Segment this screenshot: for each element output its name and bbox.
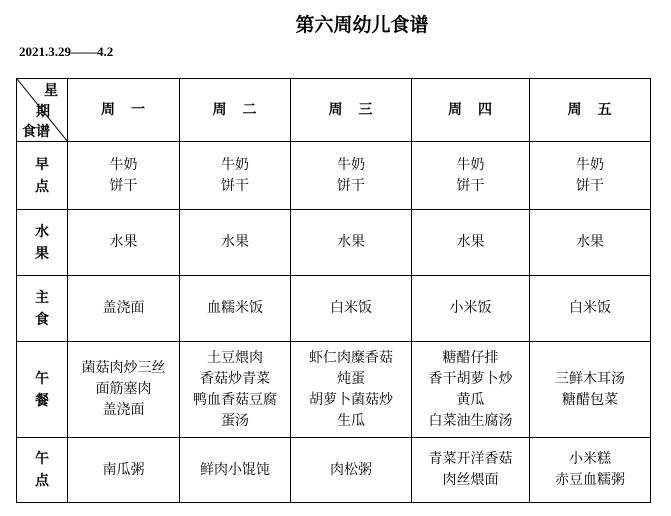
menu-cell [68, 142, 180, 210]
menu-cell [412, 342, 530, 438]
menu-item-text: 青菜开洋香菇 [428, 451, 513, 467]
menu-item-text: 水果 [337, 234, 365, 250]
day-header-mon: 周 一 [68, 79, 180, 142]
menu-cell [412, 142, 530, 210]
menu-cell [291, 342, 412, 438]
menu-cell [530, 342, 651, 438]
menu-item-text: 牛奶 [456, 156, 485, 173]
row-label: 午点 [17, 438, 68, 503]
menu-item-text: 香菇炒青菜 [200, 370, 270, 387]
corner-header-cell [17, 79, 68, 142]
menu-item-text: 土豆煨肉 [207, 349, 263, 366]
menu-item-text: 香干胡萝卜炒 [428, 370, 513, 387]
menu-item-text: 白菜油生腐汤 [428, 412, 513, 429]
menu-item-text: 饼干 [109, 177, 138, 194]
menu-item-text: 盖浇面 [102, 402, 145, 418]
menu-item-text: 三鲜木耳汤 [555, 370, 625, 387]
menu-item-text: 水果 [109, 234, 138, 250]
row-label: 午餐 [17, 342, 68, 438]
menu-cell [291, 276, 412, 342]
menu-item-text: 鲜肉小馄饨 [200, 461, 270, 478]
menu-cell [412, 210, 530, 276]
row-label: 主食 [17, 276, 68, 342]
menu-cell [291, 142, 412, 210]
menu-item-text: 饼干 [576, 177, 604, 194]
menu-cell [412, 276, 530, 342]
date-range: 2021.3.29——4.2 [19, 44, 114, 59]
menu-item-text: 小米糕 [569, 451, 611, 467]
menu-cell [180, 142, 291, 210]
menu-cell [530, 142, 651, 210]
table-row [17, 342, 651, 438]
menu-item-text: 胡萝卜菌菇炒 [309, 391, 393, 408]
menu-item-text: 盖浇面 [102, 300, 145, 316]
menu-cell [530, 438, 651, 503]
menu-cell [68, 342, 180, 438]
table-row [17, 276, 651, 342]
menu-item-text: 血糯米饭 [207, 300, 263, 316]
row-label: 早点 [17, 142, 68, 210]
menu-item-text: 水果 [221, 234, 249, 250]
header-row [17, 79, 651, 142]
menu-cell [68, 210, 180, 276]
table-row [17, 210, 651, 276]
menu-item-text: 牛奶 [576, 156, 604, 173]
menu-cell [180, 210, 291, 276]
menu-item-text: 黄瓜 [456, 391, 485, 408]
menu-item-text: 菌菇肉炒三丝 [81, 360, 166, 376]
menu-item-text: 肉松粥 [330, 461, 372, 478]
menu-item-text: 鸭血香菇豆腐 [193, 391, 277, 408]
menu-item-text: 牛奶 [109, 156, 138, 173]
menu-item-text: 肉丝煨面 [442, 472, 499, 488]
menu-item-text: 饼干 [221, 177, 249, 194]
menu-cell [530, 210, 651, 276]
menu-item-text: 赤豆血糯粥 [555, 472, 625, 488]
table-row [17, 438, 651, 503]
menu-cell [68, 276, 180, 342]
menu-cell [180, 276, 291, 342]
menu-cell [68, 438, 180, 503]
menu-cell [180, 342, 291, 438]
menu-item-text: 糖醋仔排 [442, 349, 499, 366]
menu-cell [530, 276, 651, 342]
menu-item-text: 白米饭 [330, 300, 372, 316]
menu-cell [291, 210, 412, 276]
day-header-fri: 周 五 [530, 79, 651, 142]
day-header-wed: 周 三 [291, 79, 412, 142]
corner-label-top: 星 [44, 83, 58, 99]
table-row [17, 142, 651, 210]
menu-item-text: 生瓜 [337, 412, 365, 429]
menu-item-text: 炖蛋 [337, 370, 365, 387]
menu-item-text: 牛奶 [337, 156, 365, 173]
menu-item-text: 虾仁肉糜香菇 [309, 349, 393, 366]
menu-item-text: 南瓜粥 [102, 461, 145, 478]
menu-item-text: 水果 [576, 234, 604, 250]
menu-cell [412, 438, 530, 503]
menu-item-text: 白米饭 [569, 300, 611, 316]
row-label: 水果 [17, 210, 68, 276]
menu-item-text: 饼干 [337, 177, 365, 194]
menu-cell [180, 438, 291, 503]
menu-item-text: 水果 [456, 234, 485, 250]
day-header-thu: 周 四 [412, 79, 530, 142]
menu-item-text: 面筋塞肉 [95, 381, 152, 397]
menu-cell [291, 438, 412, 503]
corner-label-mid: 期 [36, 104, 50, 120]
menu-table [16, 78, 651, 503]
corner-label-bottom: 食谱 [22, 124, 50, 140]
page-title: 第六周幼儿食谱 [295, 14, 429, 36]
menu-item-text: 饼干 [456, 177, 485, 194]
day-header-tue: 周 二 [180, 79, 291, 142]
menu-item-text: 小米饭 [449, 300, 492, 316]
menu-item-text: 蛋汤 [221, 412, 249, 429]
menu-item-text: 牛奶 [221, 156, 249, 173]
menu-item-text: 糖醋包菜 [562, 391, 618, 408]
